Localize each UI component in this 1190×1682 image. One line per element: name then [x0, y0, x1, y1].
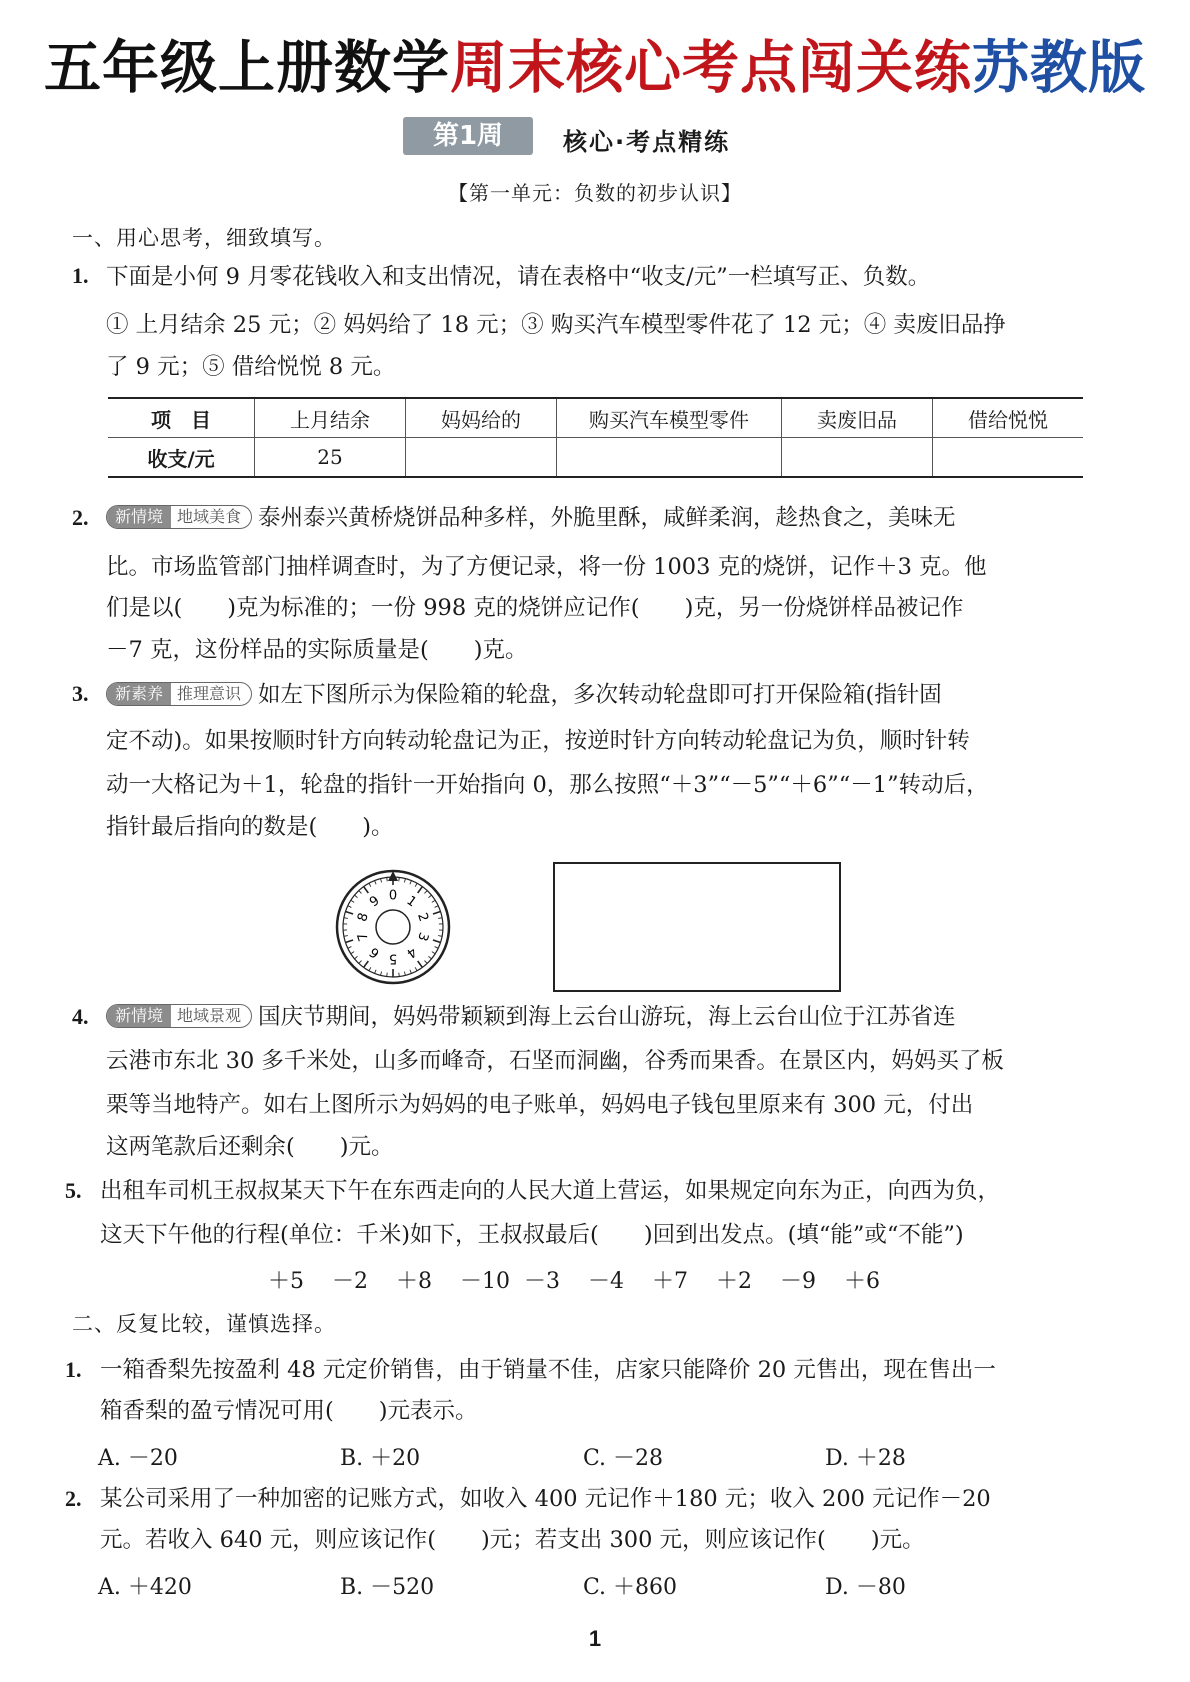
dial-number: 7 [355, 930, 372, 943]
option-b[interactable]: B. －520 [340, 1575, 435, 1600]
sequence-value: ＋7 [652, 1269, 688, 1294]
dial-tick [399, 877, 400, 881]
table-header: 卖废旧品 [782, 398, 933, 438]
question-text: 元。若收入 640 元，则应该记作( )元；若支出 300 元，则应该记作( )元。 [100, 1527, 925, 1553]
question-text: ① 上月结余 25 元；② 妈妈给了 18 元；③ 购买汽车模型零件花了 12 元；④ 卖废旧品挣 [106, 312, 1006, 338]
question-text: 下面是小何 9 月零花钱收入和支出情况，请在表格中“收支/元”一栏填写正、负数。 [106, 264, 931, 290]
question-number: 1. [72, 263, 89, 288]
answer-cell[interactable] [782, 438, 933, 478]
question-tag: 新素养 推理意识 [106, 682, 252, 706]
dial-number: 4 [403, 943, 419, 961]
sequence-value: －2 [332, 1269, 368, 1294]
answer-cell[interactable] [557, 438, 782, 478]
sequence-value: ＋5 [268, 1269, 304, 1294]
question-number: 3. [72, 681, 89, 706]
table-header: 借给悦悦 [933, 398, 1084, 438]
question-number: 4. [72, 1004, 89, 1029]
unit-heading: 【第一单元：负数的初步认识】 [448, 181, 742, 205]
sequence-value: －3 [524, 1269, 560, 1294]
table-header: 上月结余 [255, 398, 406, 438]
sequence-value: －9 [780, 1269, 816, 1294]
week-badge: 第1周 [403, 117, 533, 155]
option-b[interactable]: B. ＋20 [340, 1446, 421, 1471]
dial-number: 3 [414, 930, 431, 943]
option-c[interactable]: C. －28 [583, 1446, 664, 1471]
dial-number: 6 [367, 943, 383, 961]
option-d[interactable]: D. ＋28 [825, 1446, 906, 1471]
question-tag: 新情境 地域景观 [106, 1004, 252, 1028]
dial-number: 5 [388, 950, 398, 966]
question-text: 比。市场监管部门抽样调查时，为了方便记录，将一份 1003 克的烧饼，记作＋3 克。他 [106, 554, 987, 580]
dial-number: 2 [414, 911, 431, 924]
question-tag: 新情境 地域美食 [106, 505, 252, 529]
sequence-value: ＋8 [396, 1269, 432, 1294]
question-text: 出租车司机王叔叔某天下午在东西走向的人民大道上营运，如果规定向东为正，向西为负， [100, 1178, 1001, 1204]
section-heading: 一、用心思考，细致填写。 [72, 226, 336, 250]
question-text: 栗等当地特产。如右上图所示为妈妈的电子账单，妈妈电子钱包里原来有 300 元，付出 [106, 1092, 974, 1118]
dial-number: 8 [355, 911, 372, 924]
sequence-value: ＋2 [716, 1269, 752, 1294]
question-text: 新情境 地域景观 国庆节期间，妈妈带颖颖到海上云台山游玩，海上云台山位于江苏省连 [106, 1002, 956, 1032]
question-text: 某公司采用了一种加密的记账方式，如收入 400 元记作＋180 元；收入 200 元记作－20 [100, 1486, 991, 1512]
receipt-box [553, 862, 841, 992]
dial-number: 0 [388, 888, 398, 904]
option-d[interactable]: D. －80 [825, 1575, 906, 1600]
question-text: 这两笔款后还剩余( )元。 [106, 1134, 394, 1160]
question-text: 新素养 推理意识 如左下图所示为保险箱的轮盘，多次转动轮盘即可打开保险箱(指针固 [106, 680, 942, 710]
question-number: 2. [72, 505, 89, 530]
question-number: 2. [65, 1486, 82, 1511]
option-a[interactable]: A. －20 [98, 1446, 178, 1471]
dial-tick [387, 877, 388, 881]
question-text: 们是以( )克为标准的；一份 998 克的烧饼应记作( )克，另一份烧饼样品被记作 [106, 595, 964, 621]
answer-cell[interactable] [933, 438, 1084, 478]
safe-dial-diagram [333, 867, 453, 987]
dial-tick [387, 973, 388, 977]
question-text: 了 9 元；⑤ 借给悦悦 8 元。 [106, 354, 396, 380]
section-subtitle: 核心·考点精练 [563, 128, 731, 156]
question-text: 定不动)。如果按顺时针方向转动轮盘记为正，按逆时针方向转动轮盘记为负，顺时针转 [106, 728, 970, 754]
table-cell: 25 [255, 438, 406, 478]
table-header: 妈妈给的 [406, 398, 557, 438]
dial-number: 1 [403, 893, 419, 911]
section-heading: 二、反复比较，谨慎选择。 [72, 1312, 336, 1336]
question-text: 指针最后指向的数是( )。 [106, 814, 394, 840]
sequence-value: －4 [588, 1269, 624, 1294]
option-a[interactable]: A. ＋420 [98, 1575, 192, 1600]
dial-tick [399, 973, 400, 977]
sequence-value: －10 [460, 1269, 510, 1294]
page-title: 五年级上册数学周末核心考点闯关练苏教版 [44, 35, 1146, 101]
dial-number: 9 [367, 893, 383, 911]
answer-cell[interactable] [406, 438, 557, 478]
option-c[interactable]: C. ＋860 [583, 1575, 678, 1600]
table-row-label: 收支/元 [108, 438, 255, 478]
income-table [108, 397, 1083, 478]
question-text: 一箱香梨先按盈利 48 元定价销售，由于销量不佳，店家只能降价 20 元售出，现在售出一 [100, 1357, 996, 1383]
question-text: 这天下午他的行程(单位：千米)如下，王叔叔最后( )回到出发点。(填“能”或“不能”) [100, 1222, 964, 1248]
page-number: 1 [588, 1626, 602, 1651]
table-header: 购买汽车模型零件 [557, 398, 782, 438]
mileage-sequence [268, 1264, 908, 1295]
table-header: 项 目 [108, 398, 255, 438]
question-text: 箱香梨的盈亏情况可用( )元表示。 [100, 1398, 478, 1424]
question-text: －7 克，这份样品的实际质量是( )克。 [106, 637, 528, 663]
question-number: 5. [65, 1178, 82, 1203]
sequence-value: ＋6 [844, 1269, 880, 1294]
question-text: 新情境 地域美食 泰州泰兴黄桥烧饼品种多样，外脆里酥，咸鲜柔润，趁热食之，美味无 [106, 503, 956, 533]
question-text: 云港市东北 30 多千米处，山多而峰奇，石坚而洞幽，谷秀而果香。在景区内，妈妈买了板 [106, 1048, 1004, 1074]
question-number: 1. [65, 1357, 82, 1382]
question-text: 动一大格记为＋1，轮盘的指针一开始指向 0，那么按照“＋3”“－5”“＋6”“－1”转动后， [106, 772, 989, 798]
dial-knob [376, 910, 410, 944]
